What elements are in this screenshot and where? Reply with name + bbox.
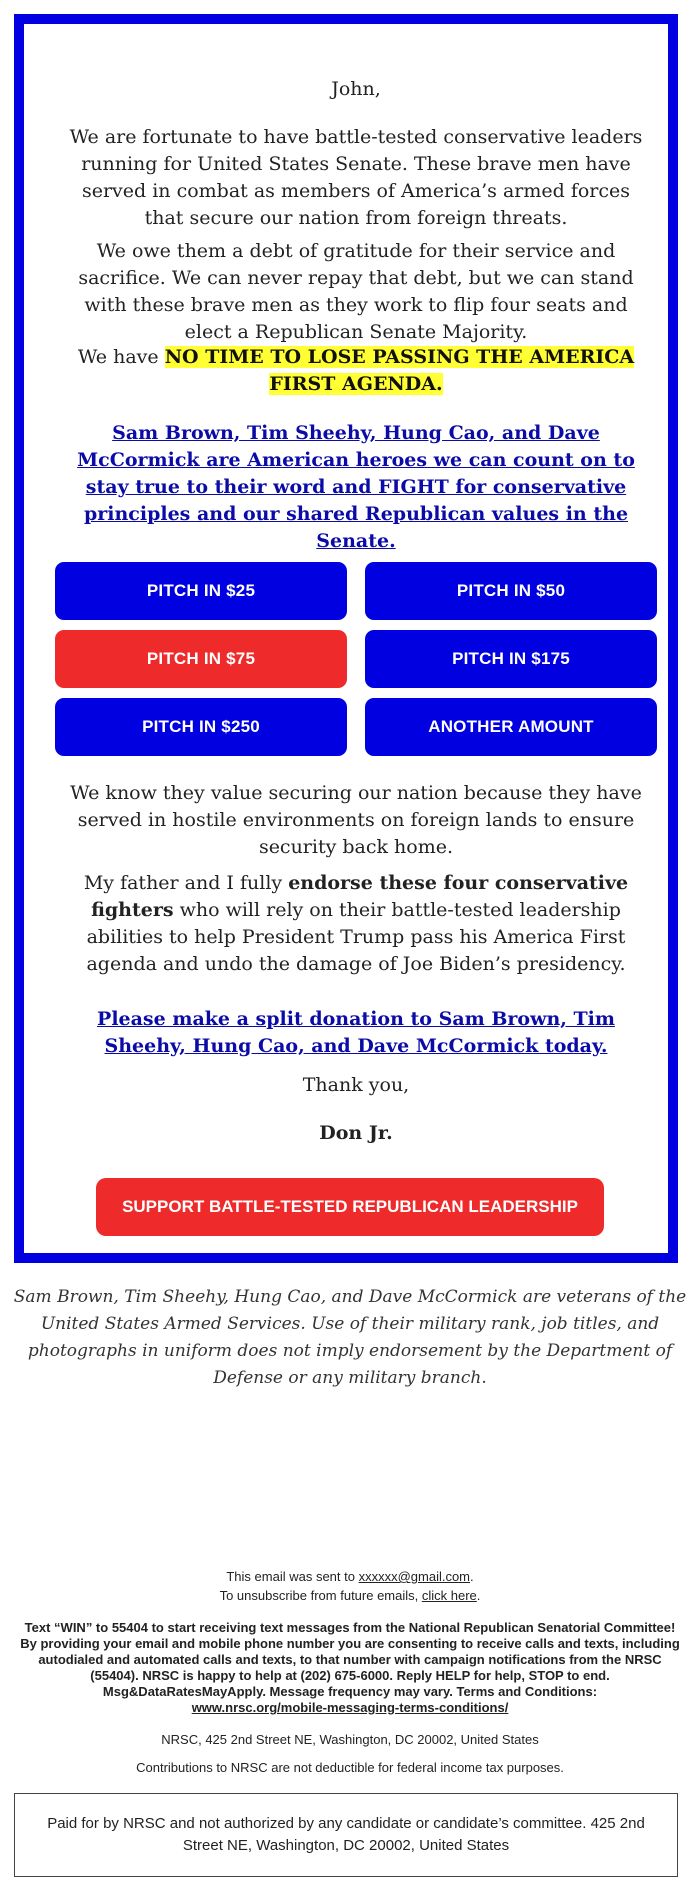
heroes-paragraph xyxy=(64,420,648,555)
pitch-in-75-button[interactable]: PITCH IN $75 xyxy=(55,630,347,688)
veterans-disclaimer: Sam Brown, Tim Sheehy, Hung Cao, and Dave McCormick are veterans of the United States Armed Services. Use of their military rank, job titles, and photographs in uniform does not imply endorsement by the Department of Defense or any military branch. xyxy=(13,1287,687,1388)
unsub-suffix: . xyxy=(476,1588,481,1603)
split-donation-link[interactable]: Please make a split donation to Sam Brown, Tim Sheehy, Hung Cao, and Dave McCormick today. xyxy=(97,1008,615,1057)
thank-you: Thank you, xyxy=(302,1074,410,1096)
no-time-prefix: We have xyxy=(77,346,165,368)
endorse-suffix: who will rely on their battle-tested leadership abilities to help President Trump pass his America First agenda and undo the damage of Joe Biden’s presidency. xyxy=(86,899,626,975)
paid-for-text: Paid for by NRSC and not authorized by any candidate or candidate’s committee. 425 2nd Street NE, Washington, DC 20002, United States xyxy=(47,1815,645,1854)
unsub-prefix: To unsubscribe from future emails, xyxy=(219,1588,422,1603)
terms-link[interactable]: www.nrsc.org/mobile-messaging-terms-conditions/ xyxy=(191,1700,509,1715)
signature: Don Jr. xyxy=(319,1122,393,1144)
email-frame xyxy=(14,14,678,1263)
sms-consent xyxy=(10,1620,690,1716)
endorse-bold: endorse these four conservative fighters xyxy=(91,872,629,921)
unsubscribe-link[interactable]: click here xyxy=(421,1588,477,1603)
endorse-prefix: My father and I fully xyxy=(83,872,289,894)
pitch-in-250-button[interactable]: PITCH IN $250 xyxy=(55,698,347,756)
greeting: John, xyxy=(331,78,381,100)
paragraph-fortunate: We are fortunate to have battle-tested conservative leaders running for United States Senate. These brave men have served in combat as members of America’s armed forces that secure our nation from foreign threats. xyxy=(69,126,643,229)
paragraph-no-time xyxy=(64,344,648,398)
sent-suffix: . xyxy=(470,1569,474,1584)
support-leadership-button[interactable]: SUPPORT BATTLE-TESTED REPUBLICAN LEADERSHIP xyxy=(96,1178,604,1236)
sms-text: Text “WIN” to 55404 to start receiving text messages from the National Republican Senatorial Committee! By providing your email and mobile phone number you are consenting to receive calls and texts, including autodialed and automated calls and texts, to that number with campaign notifications from the NRSC (55404). NRSC is happy to help at (202) 675-6000. Reply HELP for help, STOP to end. Msg&DataRatesMayApply. Message frequency may vary. Terms and Conditions: xyxy=(20,1620,680,1699)
tax-note: Contributions to NRSC are not deductible for federal income tax purposes. xyxy=(136,1760,564,1775)
paragraph-value-security: We know they value securing our nation because they have served in hostile environments on foreign lands to ensure security back home. xyxy=(70,782,642,858)
address: NRSC, 425 2nd Street NE, Washington, DC 20002, United States xyxy=(161,1732,539,1747)
unsubscribe-line xyxy=(10,1586,690,1605)
sent-prefix: This email was sent to xyxy=(226,1569,359,1584)
pitch-in-175-button[interactable]: PITCH IN $175 xyxy=(365,630,657,688)
highlight-agenda: NO TIME TO LOSE PASSING THE AMERICA FIRST AGENDA. xyxy=(164,346,635,395)
heroes-link[interactable]: Sam Brown, Tim Sheehy, Hung Cao, and Dave McCormick are American heroes we can count on to stay true to their word and FIGHT for conservative principles and our shared Republican values in the Senate. xyxy=(77,422,635,552)
donate-paragraph xyxy=(64,1006,648,1060)
recipient-email-link[interactable]: xxxxxx@gmail.com xyxy=(358,1569,471,1584)
paragraph-endorse xyxy=(64,870,648,978)
pitch-in-50-button[interactable]: PITCH IN $50 xyxy=(365,562,657,620)
sent-to-line xyxy=(10,1567,690,1586)
pitch-in-25-button[interactable]: PITCH IN $25 xyxy=(55,562,347,620)
another-amount-button[interactable]: ANOTHER AMOUNT xyxy=(365,698,657,756)
paragraph-debt: We owe them a debt of gratitude for their service and sacrifice. We can never repay that debt, but we can stand with these brave men as they work to flip four seats and elect a Republican Senate Majority. xyxy=(78,240,634,343)
paid-for-disclaimer xyxy=(14,1793,678,1877)
